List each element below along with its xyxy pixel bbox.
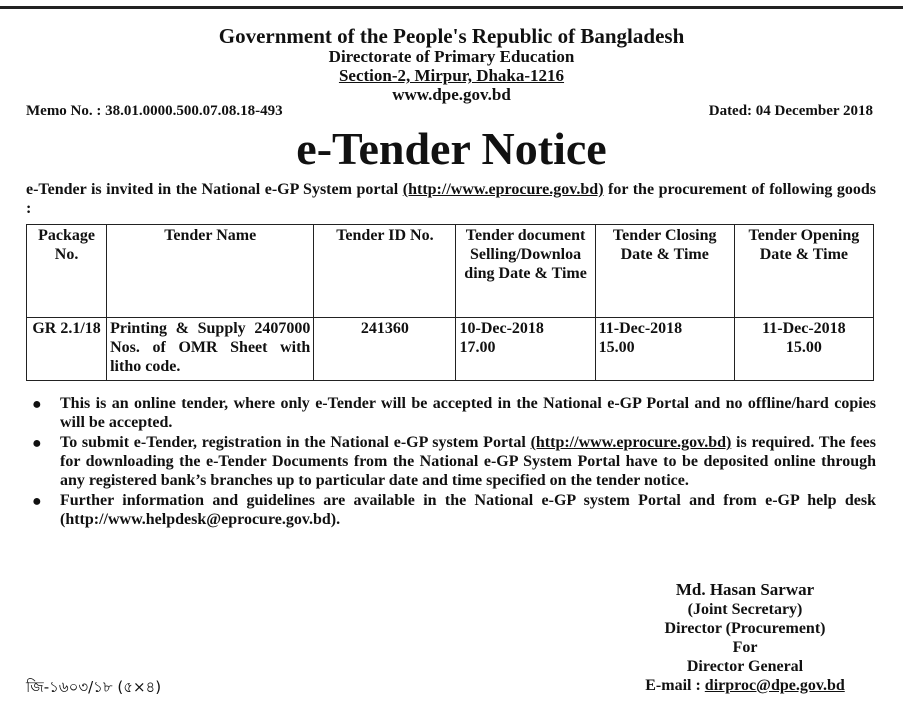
- cell-tender-name: Printing & Supply 2407000 Nos. of OMR Sheet with litho code.: [107, 318, 314, 381]
- eprocure-link[interactable]: (http://www.eprocure.gov.bd): [402, 181, 604, 198]
- list-item: [26, 433, 876, 490]
- memo-number: Memo No. : 38.01.0000.500.07.08.18-493: [26, 103, 283, 119]
- intro-text-after: for the procurement of following goods :: [26, 181, 877, 217]
- bullet-icon: ●: [32, 435, 42, 452]
- list-item: [26, 491, 876, 529]
- table-row: [27, 318, 874, 381]
- selling-date: 10-Dec-2018: [459, 320, 544, 337]
- bullet-icon: ●: [32, 493, 42, 510]
- top-rule: [0, 6, 903, 9]
- cell-opening: [734, 318, 873, 381]
- eprocure-link-2[interactable]: (http://www.eprocure.gov.bd): [530, 434, 732, 451]
- bullet-text: Further information and guidelines are available in the National e-GP system Portal and from e-GP help desk (http://www.helpdesk@eprocure.gov.bd).: [60, 492, 876, 528]
- cell-selling: [456, 318, 595, 381]
- intro-text-before: e-Tender is invited in the National e-GP System portal: [26, 181, 403, 198]
- bullet-icon: ●: [32, 396, 42, 413]
- table-header-row: [27, 225, 874, 318]
- conditions-list: [26, 394, 876, 530]
- header-package: Package No.: [27, 225, 107, 318]
- header-tender-name: Tender Name: [107, 225, 314, 318]
- header-government: Government of the People's Republic of Bangladesh: [218, 24, 685, 48]
- signatory-for: For: [732, 639, 758, 656]
- selling-time: 17.00: [459, 339, 496, 356]
- intro-paragraph: [26, 180, 876, 218]
- date: Dated: 04 December 2018: [708, 103, 873, 119]
- signatory-name: Md. Hasan Sarwar: [675, 580, 815, 599]
- signatory-email: [600, 676, 890, 695]
- footer-code: জি-১৬০৩/১৮ (৫×৪): [26, 678, 162, 696]
- email-label: E-mail :: [645, 677, 705, 694]
- cell-package: GR 2.1/18: [27, 318, 107, 381]
- list-item: [26, 394, 876, 432]
- header-address: Section-2, Mirpur, Dhaka-1216: [338, 66, 565, 85]
- email-link[interactable]: dirproc@dpe.gov.bd: [704, 677, 845, 694]
- signatory-designation: Director (Procurement): [664, 620, 826, 637]
- bullet-text-after: is required. The fees for downloading the e-Tender Documents from the National e-GP System Portal have to be deposited online through any registered bank’s branches up to particular date and time specified on the tender notice.: [60, 434, 877, 489]
- header-directorate: Directorate of Primary Education: [328, 47, 575, 66]
- tender-table: [26, 224, 874, 381]
- closing-time: 15.00: [598, 339, 635, 356]
- page-title: e-Tender Notice: [296, 123, 607, 174]
- header-closing-date: Tender Closing Date & Time: [595, 225, 734, 318]
- signatory-title: (Joint Secretary): [687, 601, 803, 618]
- bullet-text-before: To submit e-Tender, registration in the National e-GP system Portal: [60, 434, 531, 451]
- header-selling-date: Tender document Selling/Downloa ding Date & Time: [456, 225, 595, 318]
- header-tender-id: Tender ID No.: [314, 225, 456, 318]
- closing-date: 11-Dec-2018: [598, 320, 683, 337]
- opening-date: 11-Dec-2018: [762, 320, 846, 337]
- signatory-on-behalf: Director General: [686, 658, 804, 675]
- cell-closing: [595, 318, 734, 381]
- bullet-text: This is an online tender, where only e-Tender will be accepted in the National e-GP Portal and no offline/hard copies will be accepted.: [60, 395, 876, 431]
- opening-time: 15.00: [785, 339, 822, 356]
- header-opening-date: Tender Opening Date & Time: [734, 225, 873, 318]
- cell-tender-id: 241360: [314, 318, 456, 381]
- header-website: www.dpe.gov.bd: [392, 85, 511, 104]
